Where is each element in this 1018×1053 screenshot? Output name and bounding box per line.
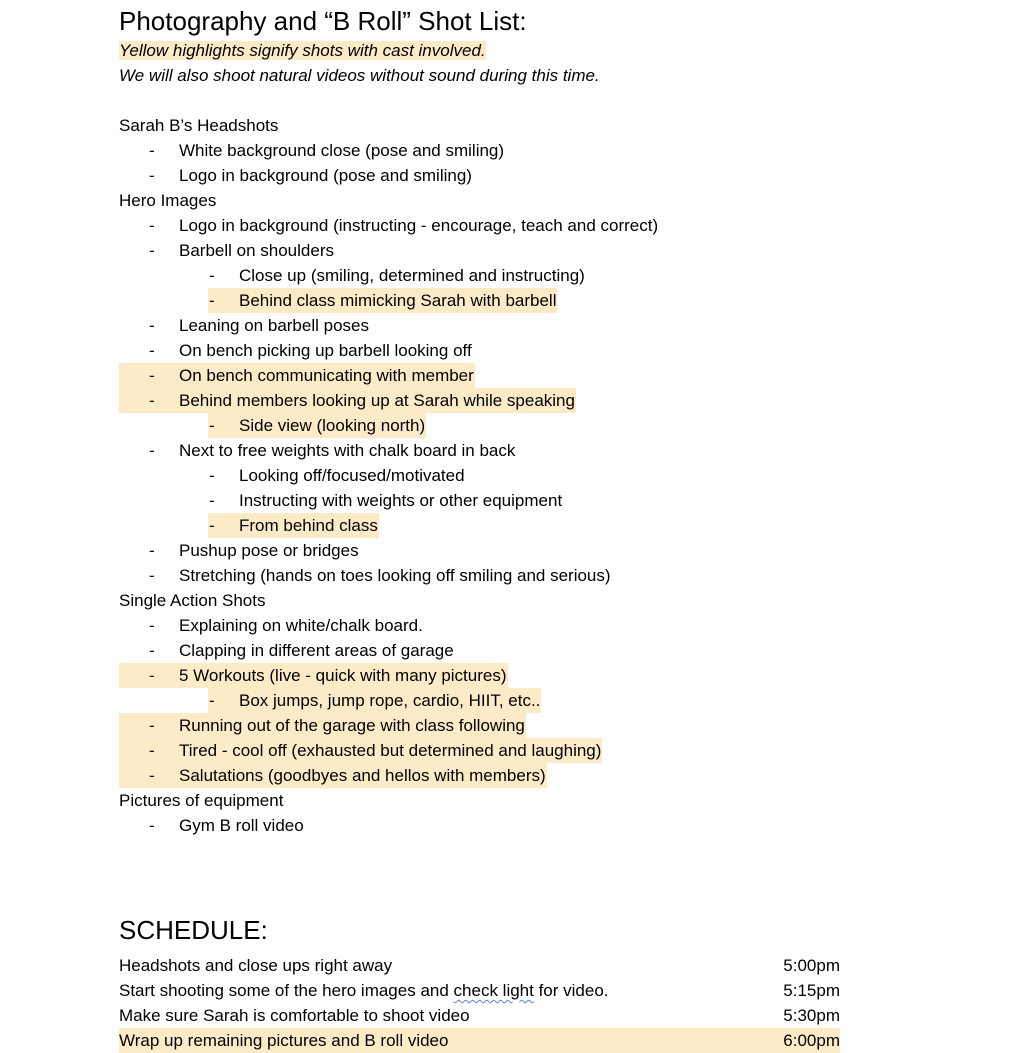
list-item — [119, 613, 999, 638]
list-item-text: Looking off/focused/motivated — [239, 466, 465, 485]
list-item-text: Sarah B’s Headshots — [119, 116, 279, 135]
list-item-text: 5 Workouts (live - quick with many pictures) — [179, 666, 507, 685]
list-item-text: Single Action Shots — [119, 591, 266, 610]
list-bullet: - — [149, 666, 155, 685]
list-item — [119, 688, 999, 713]
section-heading — [119, 588, 999, 613]
list-item-text: On bench picking up barbell looking off — [179, 341, 472, 360]
list-item — [119, 238, 999, 263]
document-title: Photography and “B Roll” Shot List: — [119, 6, 527, 36]
list-item-text: Salutations (goodbyes and hellos with members) — [179, 766, 546, 785]
list-bullet: - — [149, 766, 155, 785]
schedule-time: 5:00pm — [783, 956, 840, 975]
list-bullet: - — [149, 741, 155, 760]
list-item-text: Logo in background (pose and smiling) — [179, 166, 472, 185]
schedule-task: Make sure Sarah is comfortable to shoot video — [119, 1006, 470, 1025]
list-bullet: - — [149, 441, 155, 460]
document-page — [119, 4, 999, 1053]
list-item-text: Explaining on white/chalk board. — [179, 616, 423, 635]
list-bullet: - — [149, 616, 155, 635]
list-item — [119, 338, 999, 363]
list-item-text: Next to free weights with chalk board in back — [179, 441, 516, 460]
list-item-text: Logo in background (instructing - encourage, teach and correct) — [179, 216, 659, 235]
list-item-text: From behind class — [239, 516, 378, 535]
list-bullet: - — [209, 266, 215, 285]
list-bullet: - — [149, 141, 155, 160]
list-bullet: - — [209, 416, 215, 435]
list-item — [119, 638, 999, 663]
list-item-text: Instructing with weights or other equipment — [239, 491, 563, 510]
list-item — [119, 763, 999, 788]
list-item — [119, 713, 999, 738]
list-item-text: Pushup pose or bridges — [179, 541, 359, 560]
list-bullet: - — [209, 691, 215, 710]
list-item-text: Running out of the garage with class following — [179, 716, 525, 735]
list-bullet: - — [149, 641, 155, 660]
list-item — [119, 388, 999, 413]
list-bullet: - — [209, 516, 215, 535]
list-item — [119, 813, 999, 838]
schedule-time: 5:30pm — [783, 1006, 840, 1025]
section-heading — [119, 113, 999, 138]
section-heading — [119, 788, 999, 813]
list-item-text: Hero Images — [119, 191, 217, 210]
list-bullet: - — [149, 541, 155, 560]
list-item-text: Stretching (hands on toes looking off smiling and serious) — [179, 566, 611, 585]
list-item — [119, 488, 999, 513]
schedule-row — [119, 978, 840, 1003]
list-item-text: White background close (pose and smiling) — [179, 141, 505, 160]
list-item-text: Clapping in different areas of garage — [179, 641, 454, 660]
list-item — [119, 163, 999, 188]
schedule-row — [119, 1003, 840, 1028]
spacer — [119, 838, 999, 913]
list-bullet: - — [209, 291, 215, 310]
schedule-row — [119, 953, 840, 978]
list-item-text: Close up (smiling, determined and instructing) — [239, 266, 585, 285]
schedule-task: Start shooting some of the hero images and check light for video. — [119, 981, 609, 1000]
schedule-task: Headshots and close ups right away — [119, 956, 393, 975]
section-heading — [119, 188, 999, 213]
list-bullet: - — [149, 341, 155, 360]
list-item — [119, 663, 999, 688]
list-item — [119, 438, 999, 463]
list-item — [119, 363, 999, 388]
list-bullet: - — [149, 216, 155, 235]
list-item-text: Pictures of equipment — [119, 791, 284, 810]
list-item — [119, 513, 999, 538]
list-item-text: Gym B roll video — [179, 816, 304, 835]
schedule-title: SCHEDULE: — [119, 915, 268, 945]
list-bullet: - — [209, 491, 215, 510]
video-note: We will also shoot natural videos without sound during this time. — [119, 66, 600, 85]
schedule-row-highlighted — [119, 1028, 840, 1053]
schedule-time: 5:15pm — [783, 981, 840, 1000]
list-item-text: Behind members looking up at Sarah while speaking — [179, 391, 575, 410]
list-item — [119, 313, 999, 338]
list-item-text: Behind class mimicking Sarah with barbell — [239, 291, 557, 310]
list-bullet: - — [209, 466, 215, 485]
list-item — [119, 288, 999, 313]
list-bullet: - — [149, 391, 155, 410]
highlight-note-line — [119, 38, 999, 63]
list-bullet: - — [149, 716, 155, 735]
list-item — [119, 213, 999, 238]
list-item-text: Leaning on barbell poses — [179, 316, 369, 335]
list-bullet: - — [149, 316, 155, 335]
list-item-text: Side view (looking north) — [239, 416, 426, 435]
list-bullet: - — [149, 166, 155, 185]
list-item-text: Box jumps, jump rope, cardio, HIIT, etc.. — [239, 691, 541, 710]
schedule-task: Wrap up remaining pictures and B roll video — [119, 1031, 449, 1050]
list-item — [119, 563, 999, 588]
list-item — [119, 463, 999, 488]
highlight-note: Yellow highlights signify shots with cast involved. — [119, 41, 486, 60]
list-bullet: - — [149, 241, 155, 260]
list-item — [119, 413, 999, 438]
list-bullet: - — [149, 566, 155, 585]
list-item — [119, 538, 999, 563]
list-bullet: - — [149, 366, 155, 385]
list-item-text: Barbell on shoulders — [179, 241, 334, 260]
spellcheck-flagged-text[interactable]: check light — [453, 981, 534, 1000]
list-bullet: - — [149, 816, 155, 835]
shot-list — [119, 113, 999, 838]
list-item — [119, 738, 999, 763]
schedule-time: 6:00pm — [783, 1031, 840, 1050]
list-item — [119, 138, 999, 163]
blank-line — [119, 88, 999, 113]
list-item — [119, 263, 999, 288]
list-item-text: Tired - cool off (exhausted but determined and laughing) — [179, 741, 602, 760]
list-item-text: On bench communicating with member — [179, 366, 474, 385]
